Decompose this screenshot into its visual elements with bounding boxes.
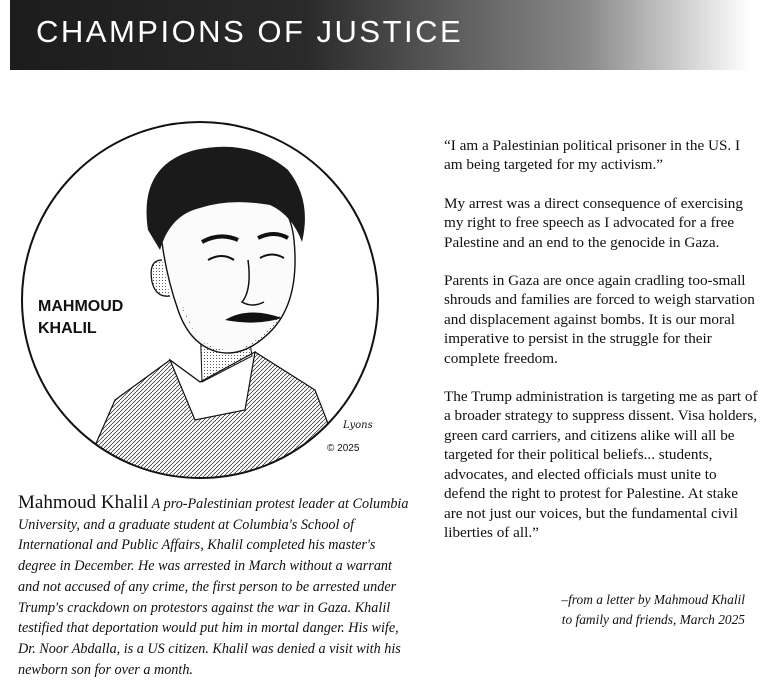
quote-paragraph: “I am a Palestinian political prisoner in the US. I am being targeted for my activism.” — [444, 137, 741, 174]
bio-name: Mahmoud Khalil — [18, 492, 149, 513]
header-banner — [10, 0, 750, 70]
portrait-illustration — [20, 120, 380, 480]
bio-paragraph — [18, 493, 413, 680]
bio-text: A pro-Palestinian protest leader at Columbia University, and a graduate student at Columbia's School of International and Public Affairs, Khalil completed his master's degree in December. He was arrested in March without a warrant and not accused of any crime, the first person to be arrested under Trump's crackdown on protestors against the war in Gaza. Khalil testified that deportation would put him in mortal danger. His wife, Dr. Noor Abdalla, is a US citizen. Khalil was denied a visit with his newborn son for over a month. — [18, 496, 409, 678]
quote-paragraph: My arrest was a direct consequence of exercising my right to free speech as I advocated for a free Palestine and an end to the genocide in Gaza. — [444, 194, 743, 251]
copyright-notice: © 2025 — [327, 443, 360, 454]
portrait-label-line2: KHALIL — [38, 320, 97, 337]
quote-paragraph: Parents in Gaza are once again cradling too-small shrouds and families are forced to weigh starvation and displacement against bombs. It is our moral imperative to persist in the struggle for their complete freedom. — [444, 272, 755, 367]
attribution-line1: –from a letter by Mahmoud Khalil — [561, 592, 745, 607]
attribution-line2: to family and friends, March 2025 — [561, 611, 745, 627]
artist-signature: Lyons — [343, 420, 373, 431]
quote-block — [444, 136, 760, 561]
page-title: CHAMPIONS OF JUSTICE — [36, 14, 464, 49]
portrait-label — [38, 296, 178, 340]
attribution — [500, 590, 745, 629]
quote-paragraph: The Trump administration is targeting me as part of a broader strategy to suppress dissent. Visa holders, green card carriers, and citizens alike will all be targeted for their political beliefs... students, advocates, and elected officials must unite to defend the right to protest for Palestine. At stake are not just our voices, but the fundamental civil liberties of all.” — [444, 388, 758, 541]
portrait-label-line1: MAHMOUD — [38, 298, 124, 315]
